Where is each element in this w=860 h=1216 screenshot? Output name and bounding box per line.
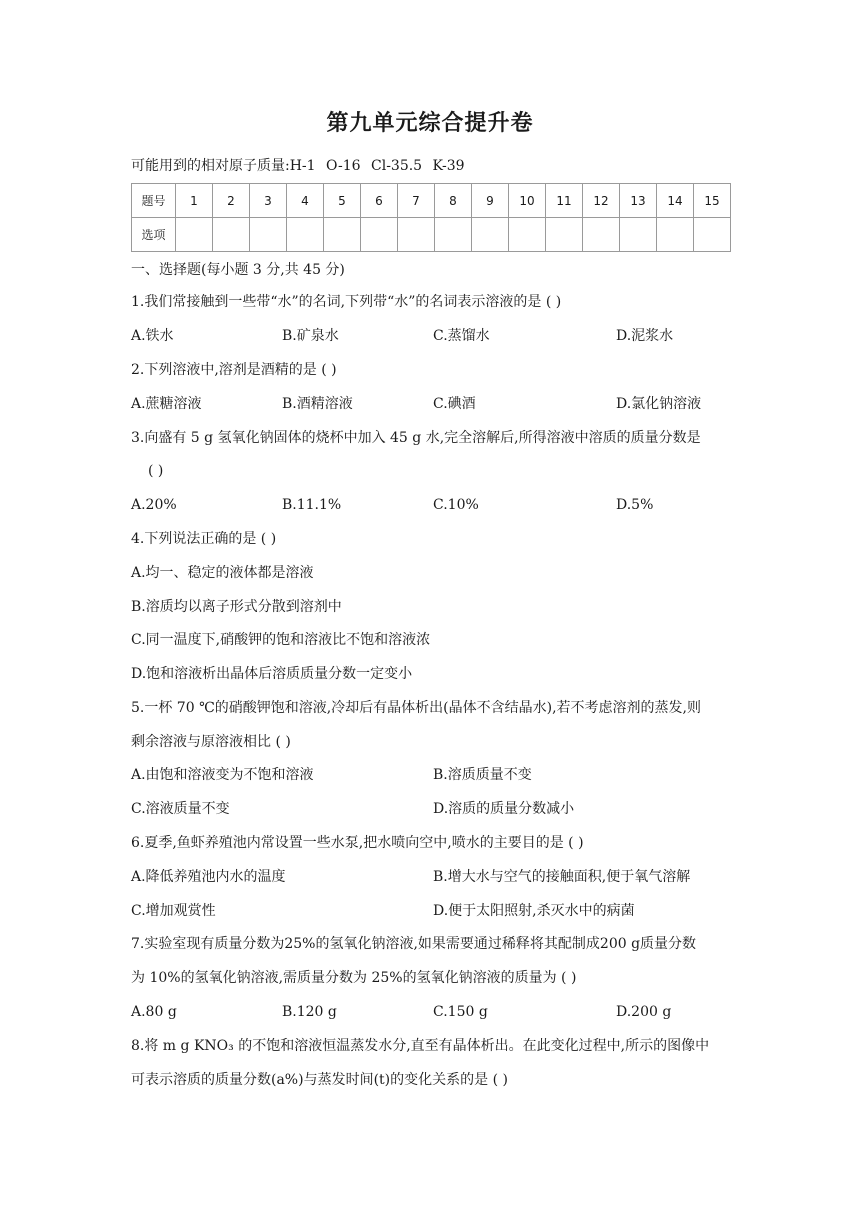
question-1-option-a: A.铁水	[131, 328, 174, 344]
answer-cell[interactable]	[694, 218, 731, 252]
answer-cell[interactable]	[435, 218, 472, 252]
question-number-cell: 1	[176, 184, 213, 218]
answer-cell[interactable]	[546, 218, 583, 252]
question-number-cell: 11	[546, 184, 583, 218]
question-number-cell: 9	[472, 184, 509, 218]
question-number-cell: 5	[324, 184, 361, 218]
question-number-cell: 7	[398, 184, 435, 218]
question-7-stem-line-1: 7.实验室现有质量分数为25%的氢氧化钠溶液,如果需要通过稀释将其配制成200 g质量分数	[131, 936, 697, 952]
question-6-stem: 6.夏季,鱼虾养殖池内常设置一些水泵,把水喷向空中,喷水的主要目的是 ( )	[131, 835, 584, 851]
question-6-option-d: D.便于太阳照射,杀灭水中的病菌	[433, 903, 635, 919]
question-5-option-d: D.溶质的质量分数减小	[433, 801, 575, 817]
page-title: 第九单元综合提升卷	[326, 111, 534, 136]
question-7-option-c: C.150 g	[433, 1004, 488, 1020]
answer-cell[interactable]	[287, 218, 324, 252]
question-5-stem-line-1: 5.一杯 70 ℃的硝酸钾饱和溶液,冷却后有晶体析出(晶体不含结晶水),若不考虑溶剂的蒸发,则	[131, 700, 702, 716]
question-2-option-c: C.碘酒	[433, 396, 476, 412]
answer-table-row2-label: 选项	[132, 218, 176, 252]
question-4-option-c: C.同一温度下,硝酸钾的饱和溶液比不饱和溶液浓	[131, 632, 431, 648]
question-1-option-c: C.蒸馏水	[433, 328, 490, 344]
question-6-option-b: B.增大水与空气的接触面积,便于氧气溶解	[433, 869, 691, 885]
question-8-stem-line-2: 可表示溶质的质量分数(a%)与蒸发时间(t)的变化关系的是 ( )	[131, 1072, 508, 1088]
atomic-masses-note: 可能用到的相对原子质量:H-1 O-16 Cl-35.5 K-39	[131, 158, 465, 174]
question-number-cell: 3	[250, 184, 287, 218]
question-number-cell: 4	[287, 184, 324, 218]
question-4-option-d: D.饱和溶液析出晶体后溶质质量分数一定变小	[131, 666, 413, 682]
question-4-option-a: A.均一、稳定的液体都是溶液	[131, 565, 314, 581]
question-3-option-d: D.5%	[616, 497, 654, 513]
question-number-cell: 6	[361, 184, 398, 218]
question-5-option-c: C.溶液质量不变	[131, 801, 230, 817]
answer-table-choice-row	[132, 218, 731, 252]
answer-cell[interactable]	[250, 218, 287, 252]
question-8-stem-line-1: 8.将 m g KNO₃ 的不饱和溶液恒温蒸发水分,直至有晶体析出。在此变化过程中,所示的图像中	[131, 1038, 710, 1054]
answer-cell[interactable]	[213, 218, 250, 252]
question-7-option-d: D.200 g	[616, 1004, 672, 1020]
answer-cell[interactable]	[324, 218, 361, 252]
answer-table	[131, 183, 731, 252]
question-5-option-a: A.由饱和溶液变为不饱和溶液	[131, 767, 314, 783]
question-2-option-d: D.氯化钠溶液	[616, 396, 702, 412]
question-3-stem-line-1: 3.向盛有 5 g 氢氧化钠固体的烧杯中加入 45 g 水,完全溶解后,所得溶液中溶质的质量分数是	[131, 430, 701, 446]
question-3-option-a: A.20%	[131, 497, 177, 513]
answer-cell[interactable]	[472, 218, 509, 252]
section-heading: 一、选择题(每小题 3 分,共 45 分)	[131, 262, 345, 278]
question-7-option-a: A.80 g	[131, 1004, 177, 1020]
answer-cell[interactable]	[398, 218, 435, 252]
question-3-option-b: B.11.1%	[282, 497, 342, 513]
question-1-option-d: D.泥浆水	[616, 328, 674, 344]
question-number-cell: 12	[583, 184, 620, 218]
question-3-stem-line-2: ( )	[148, 463, 164, 479]
question-6-option-c: C.增加观赏性	[131, 903, 216, 919]
question-4-stem: 4.下列说法正确的是 ( )	[131, 531, 277, 547]
question-7-option-b: B.120 g	[282, 1004, 337, 1020]
question-5-stem-line-2: 剩余溶液与原溶液相比 ( )	[131, 734, 291, 750]
answer-table-row1-label: 题号	[132, 184, 176, 218]
answer-cell[interactable]	[509, 218, 546, 252]
question-6-option-a: A.降低养殖池内水的温度	[131, 869, 286, 885]
question-number-cell: 13	[620, 184, 657, 218]
question-3-option-c: C.10%	[433, 497, 479, 513]
answer-cell[interactable]	[620, 218, 657, 252]
question-number-cell: 14	[657, 184, 694, 218]
question-number-cell: 8	[435, 184, 472, 218]
question-2-option-a: A.蔗糖溶液	[131, 396, 202, 412]
question-4-option-b: B.溶质均以离子形式分散到溶剂中	[131, 599, 342, 615]
answer-cell[interactable]	[657, 218, 694, 252]
question-number-cell: 10	[509, 184, 546, 218]
answer-table-number-row	[132, 184, 731, 218]
answer-cell[interactable]	[361, 218, 398, 252]
question-2-option-b: B.酒精溶液	[282, 396, 353, 412]
question-number-cell: 2	[213, 184, 250, 218]
question-number-cell: 15	[694, 184, 731, 218]
answer-cell[interactable]	[583, 218, 620, 252]
question-1-option-b: B.矿泉水	[282, 328, 339, 344]
answer-cell[interactable]	[176, 218, 213, 252]
question-5-option-b: B.溶质质量不变	[433, 767, 532, 783]
question-1-stem: 1.我们常接触到一些带“水”的名词,下列带“水”的名词表示溶液的是 ( )	[131, 294, 562, 310]
question-7-stem-line-2: 为 10%的氢氧化钠溶液,需质量分数为 25%的氢氧化钠溶液的质量为 ( )	[131, 970, 577, 986]
question-2-stem: 2.下列溶液中,溶剂是酒精的是 ( )	[131, 362, 337, 378]
